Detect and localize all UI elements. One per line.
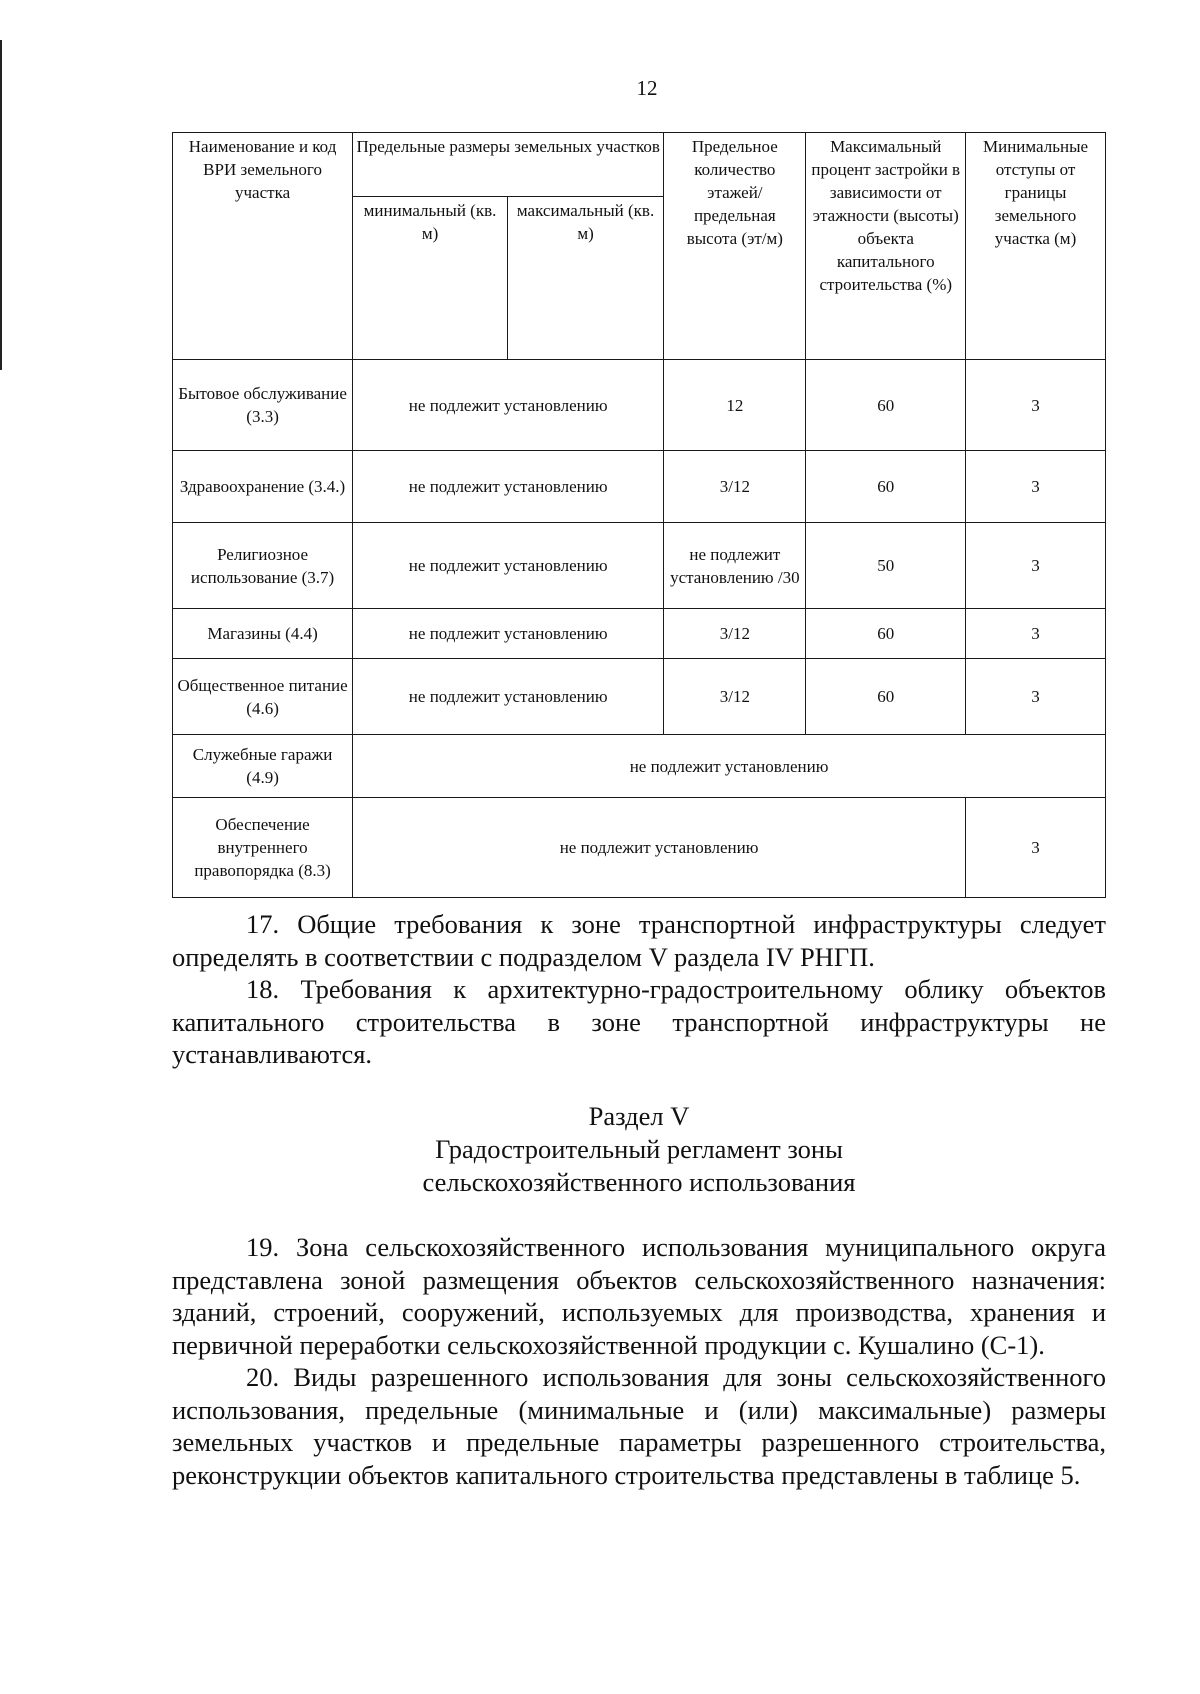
table-row	[173, 609, 1106, 659]
row-coverage: 50	[806, 523, 966, 609]
section-label: Раздел V	[588, 1101, 690, 1131]
row-coverage: 60	[806, 451, 966, 523]
row-name: Бытовое обслуживание (3.3)	[173, 360, 353, 451]
table-row	[173, 523, 1106, 609]
row-setback: 3	[966, 609, 1106, 659]
table-row	[173, 659, 1106, 735]
row-name: Служебные гаражи (4.9)	[173, 735, 353, 798]
row-setback: 3	[966, 523, 1106, 609]
section-heading	[172, 1100, 1106, 1199]
row-name: Общественное питание (4.6)	[173, 659, 353, 735]
row-sizes: не подлежит установлению	[353, 451, 664, 523]
paragraph-20: 20. Виды разрешенного использования для зоны сельскохозяйственного использования, предельные (минимальные и (или) максимальные) размеры земельных участков и предельные параметры разрешенного строительства, реконструкции объектов капитального строительства представлены в таблице 5.	[172, 1362, 1106, 1490]
row-floors: 3/12	[664, 451, 806, 523]
row-floors: 3/12	[664, 659, 806, 735]
table-row	[173, 360, 1106, 451]
header-max: максимальный (кв. м)	[507, 196, 663, 359]
row-floors: 12	[664, 360, 806, 451]
row-floors: не подлежит установлению /30	[664, 523, 806, 609]
row-coverage: 60	[806, 659, 966, 735]
paragraphs-bottom	[172, 1231, 1106, 1491]
section-title: Градостроительный регламент зоны сельскохозяйственного использования	[422, 1134, 856, 1197]
table-row	[173, 735, 1106, 798]
row-value: не подлежит установлению	[353, 798, 966, 898]
row-sizes: не подлежит установлению	[353, 360, 664, 451]
row-sizes: не подлежит установлению	[353, 523, 664, 609]
header-min: минимальный (кв. м)	[353, 196, 508, 359]
row-floors: 3/12	[664, 609, 806, 659]
paragraph-18: 18. Требования к архитектурно-градостроительному облику объектов капитального строительства в зоне транспортной инфраструктуры не устанавливаются.	[172, 974, 1106, 1069]
header-name: Наименование и код ВРИ земельного участка	[173, 133, 353, 360]
row-sizes: не подлежит установлению	[353, 609, 664, 659]
paragraph-17: 17. Общие требования к зоне транспортной инфраструктуры следует определять в соответствии с подразделом V раздела IV РНГП.	[172, 909, 1106, 972]
row-name: Здравоохранение (3.4.)	[173, 451, 353, 523]
paragraphs-top	[172, 908, 1106, 1071]
header-coverage: Максимальный процент застройки в зависимости от этажности (высоты) объекта капитального строительства (%)	[806, 133, 966, 360]
row-name: Обеспечение внутреннего правопорядка (8.3)	[173, 798, 353, 898]
row-name: Религиозное использование (3.7)	[173, 523, 353, 609]
row-setback: 3	[966, 360, 1106, 451]
regulation-table	[172, 132, 1106, 898]
row-coverage: 60	[806, 360, 966, 451]
table-header-row	[173, 133, 1106, 197]
table-row	[173, 798, 1106, 898]
header-plot-sizes: Предельные размеры земельных участков	[353, 133, 664, 197]
row-setback: 3	[966, 451, 1106, 523]
header-setbacks: Минимальные отступы от границы земельного участка (м)	[966, 133, 1106, 360]
row-setback: 3	[966, 659, 1106, 735]
row-sizes: не подлежит установлению	[353, 659, 664, 735]
row-name: Магазины (4.4)	[173, 609, 353, 659]
header-floors: Предельное количество этажей/ предельная высота (эт/м)	[664, 133, 806, 360]
page-number: 12	[636, 76, 658, 100]
table-row	[173, 451, 1106, 523]
row-coverage: 60	[806, 609, 966, 659]
row-value: не подлежит установлению	[353, 735, 1106, 798]
row-setback: 3	[966, 798, 1106, 898]
paragraph-19: 19. Зона сельскохозяйственного использования муниципального округа представлена зоной размещения объектов сельскохозяйственного назначения: зданий, строений, сооружений, используемых для производства, хранения и первичной переработки сельскохозяйственной продукции с. Кушалино (С-1).	[172, 1232, 1106, 1360]
